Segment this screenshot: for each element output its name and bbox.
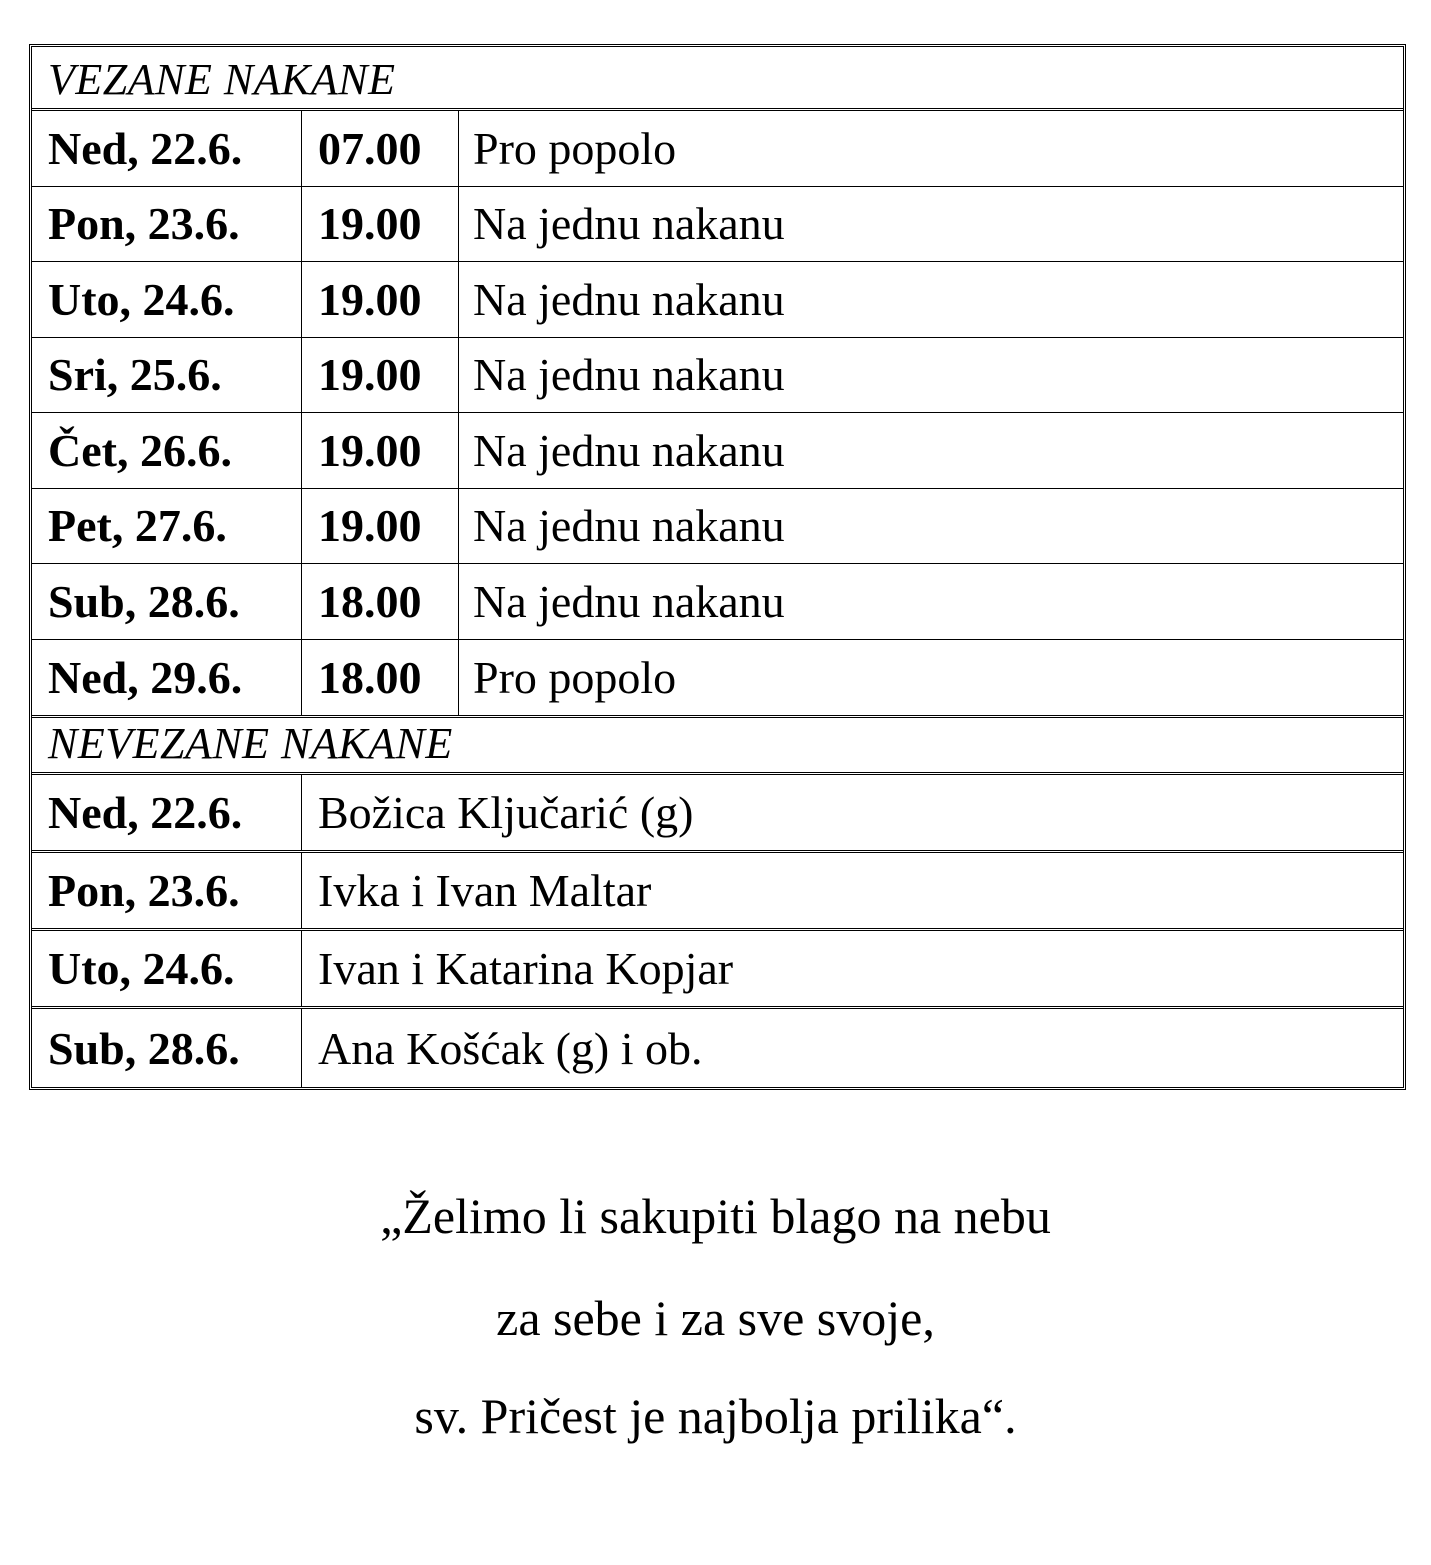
quote-line-2: za sebe i za sve svoje, xyxy=(496,1290,935,1346)
day-cell: Sri, 25.6. xyxy=(32,338,302,413)
section-title: VEZANE NAKANE xyxy=(48,55,396,104)
table-row xyxy=(32,1009,1403,1087)
day-cell: Ned, 22.6. xyxy=(32,775,302,850)
intent-cell: Na jednu nakanu xyxy=(473,273,785,325)
table-row xyxy=(32,564,1403,640)
name-cell: Ana Košćak (g) i ob. xyxy=(318,1022,703,1074)
time-cell: 19.00 xyxy=(302,338,459,413)
day-cell: Uto, 24.6. xyxy=(32,931,302,1006)
time-cell: 19.00 xyxy=(302,262,459,337)
section-header-nevezane xyxy=(32,715,1403,775)
time-cell: 18.00 xyxy=(302,564,459,639)
intent-cell: Na jednu nakanu xyxy=(473,198,785,250)
quote-line-1: „Želimo li sakupiti blago na nebu xyxy=(380,1188,1051,1244)
day-cell: Pon, 23.6. xyxy=(32,187,302,262)
day-cell: Sub, 28.6. xyxy=(32,1009,302,1087)
table-row xyxy=(32,489,1403,565)
section-header-vezane xyxy=(32,47,1403,111)
table-row xyxy=(32,640,1403,716)
section-title: NEVEZANE NAKANE xyxy=(48,719,453,768)
time-cell: 19.00 xyxy=(302,187,459,262)
table-row xyxy=(32,187,1403,263)
quote-line-3: sv. Pričest je najbolja prilika“. xyxy=(414,1388,1017,1444)
intent-cell: Na jednu nakanu xyxy=(473,349,785,401)
table-row xyxy=(32,262,1403,338)
day-cell: Sub, 28.6. xyxy=(32,564,302,639)
table-row xyxy=(32,931,1403,1009)
day-cell: Pet, 27.6. xyxy=(32,489,302,564)
intentions-table xyxy=(29,44,1406,1090)
table-row xyxy=(32,853,1403,931)
intent-cell: Pro popolo xyxy=(473,122,677,174)
time-cell: 07.00 xyxy=(302,111,459,186)
intent-cell: Na jednu nakanu xyxy=(473,424,785,476)
intent-cell: Na jednu nakanu xyxy=(473,575,785,627)
table-row xyxy=(32,775,1403,853)
day-cell: Ned, 29.6. xyxy=(32,640,302,716)
day-cell: Uto, 24.6. xyxy=(32,262,302,337)
time-cell: 19.00 xyxy=(302,489,459,564)
intent-cell: Pro popolo xyxy=(473,651,677,703)
table-row xyxy=(32,413,1403,489)
time-cell: 19.00 xyxy=(302,413,459,488)
day-cell: Čet, 26.6. xyxy=(32,413,302,488)
day-cell: Pon, 23.6. xyxy=(32,853,302,928)
name-cell: Ivka i Ivan Maltar xyxy=(318,865,652,916)
name-cell: Ivan i Katarina Kopjar xyxy=(318,943,734,994)
day-cell: Ned, 22.6. xyxy=(32,111,302,186)
name-cell: Božica Ključarić (g) xyxy=(318,787,694,838)
table-row xyxy=(32,111,1403,187)
table-row xyxy=(32,338,1403,414)
intent-cell: Na jednu nakanu xyxy=(473,500,785,552)
time-cell: 18.00 xyxy=(302,640,459,716)
